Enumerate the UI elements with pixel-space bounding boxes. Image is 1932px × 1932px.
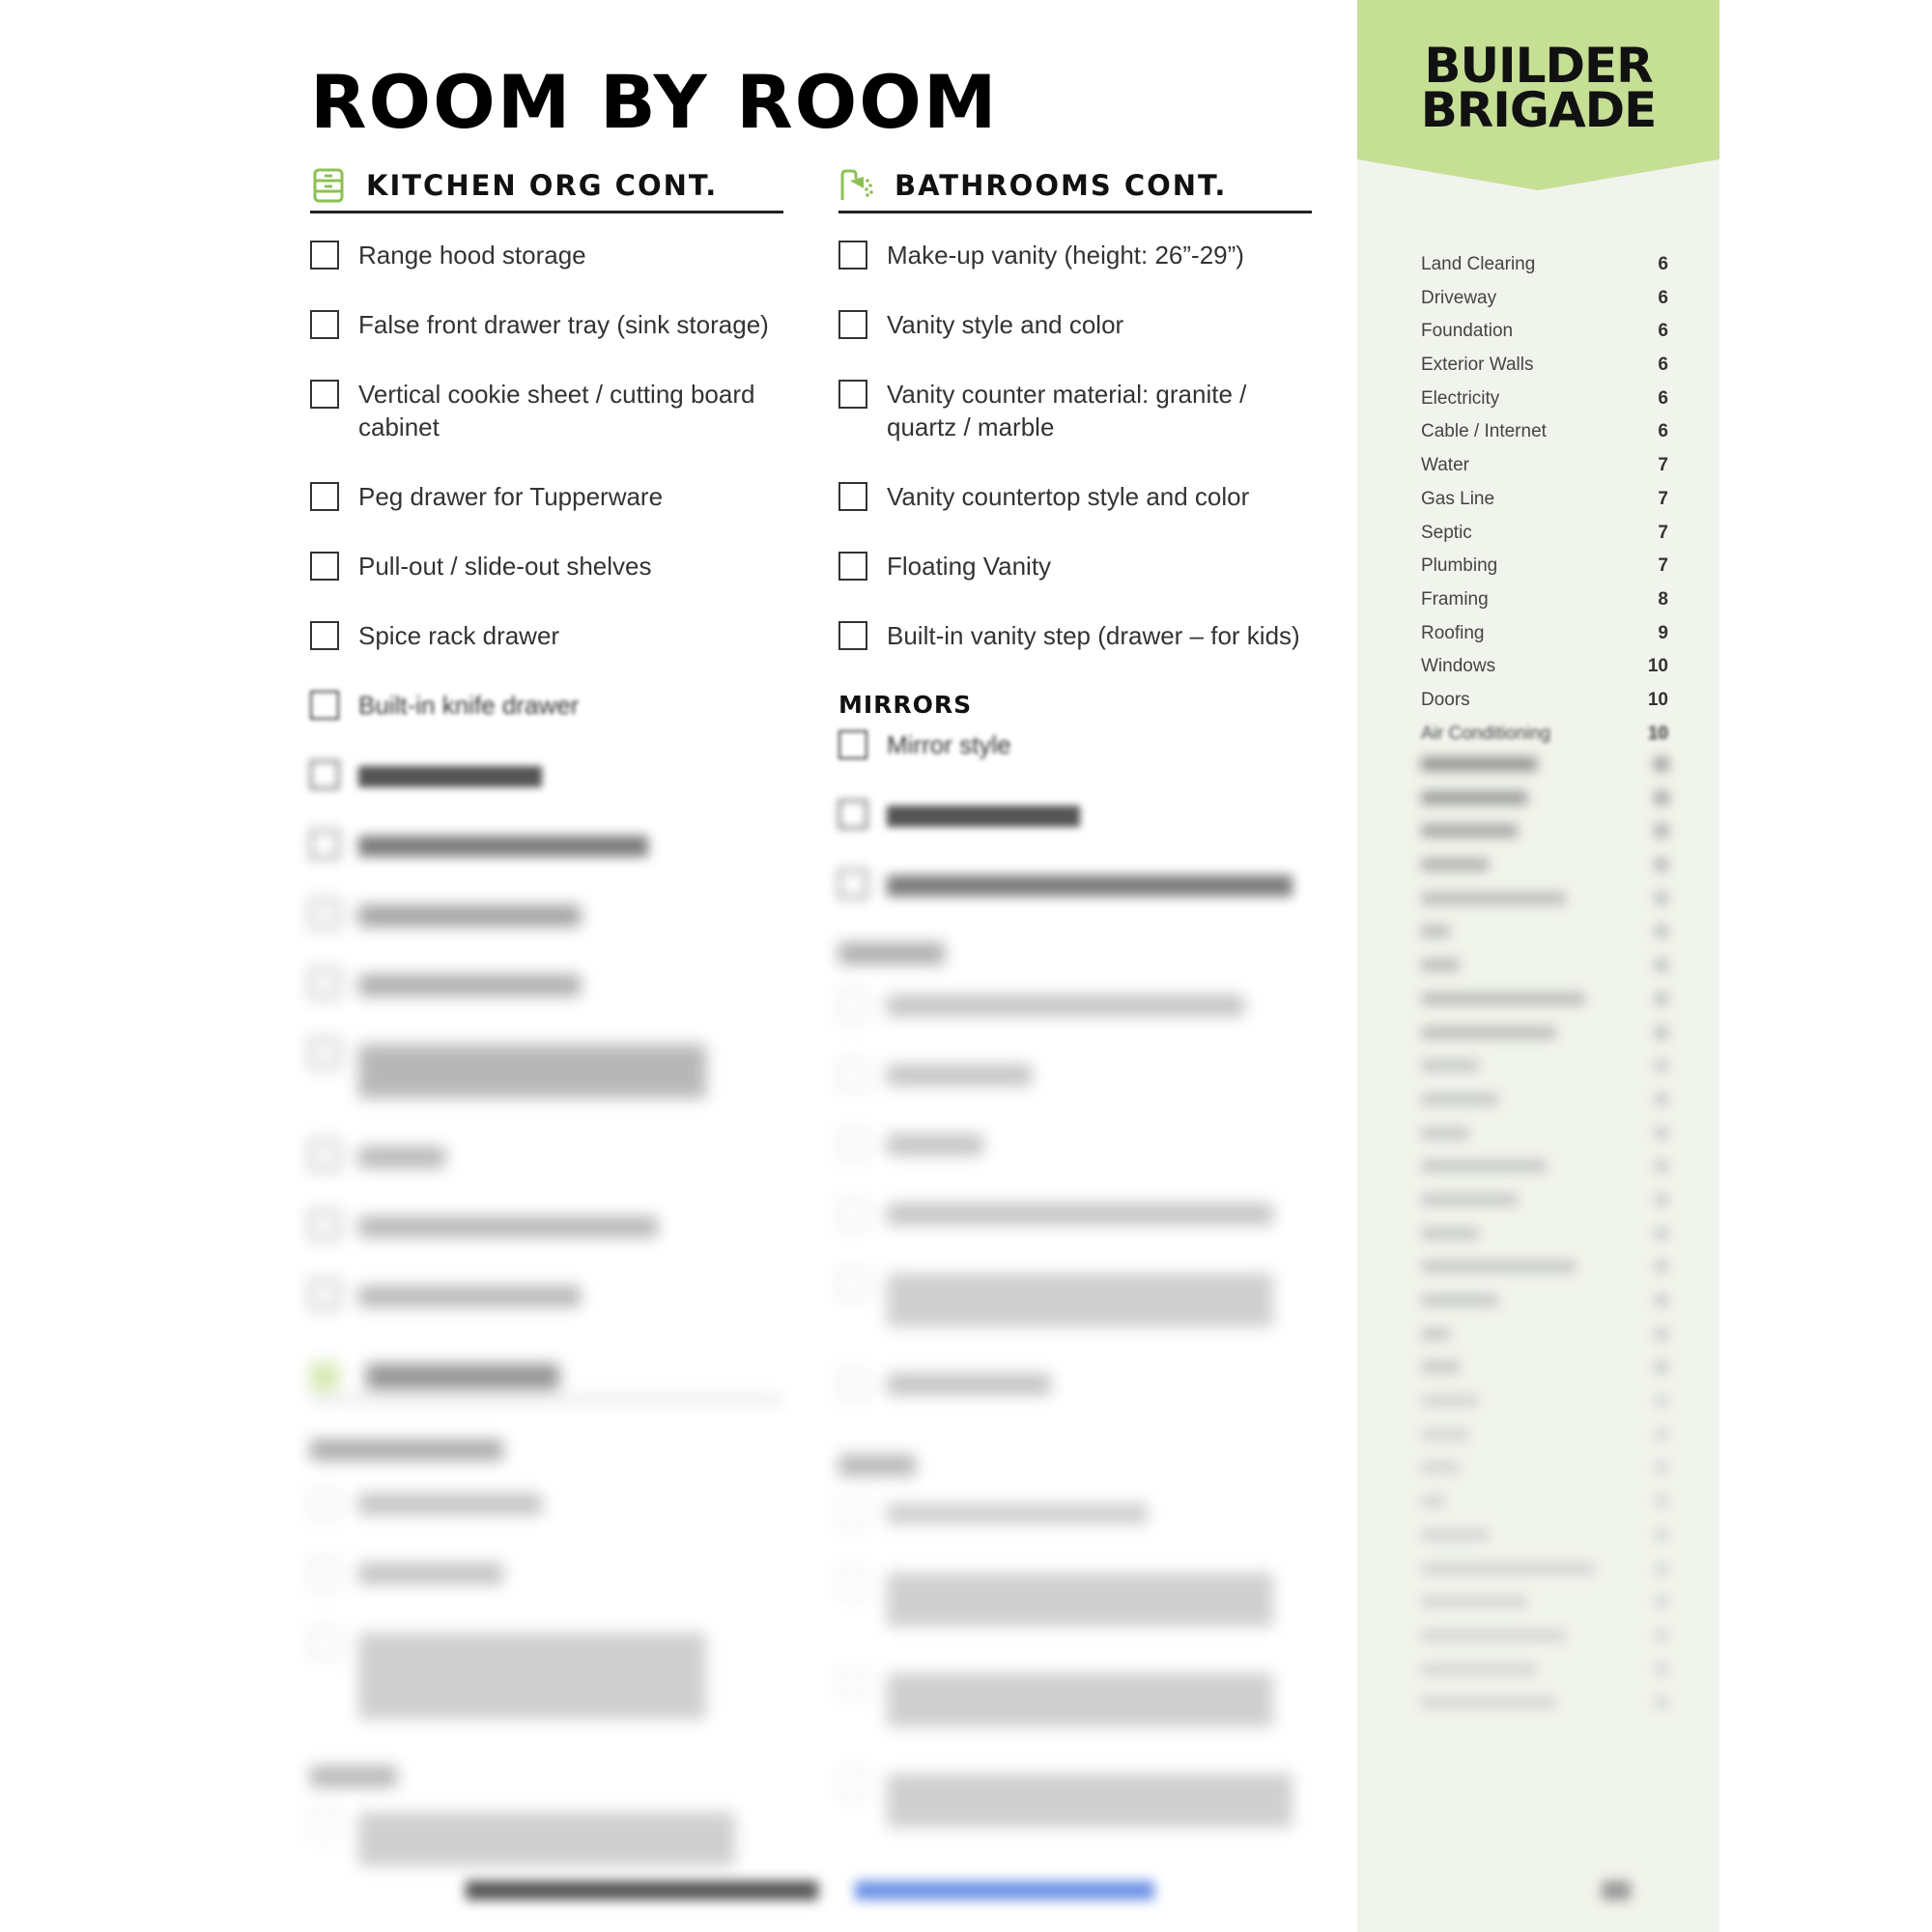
- blurred-toc-row: [1421, 1059, 1668, 1093]
- toc-item[interactable]: [1421, 555, 1668, 589]
- blurred-row: [838, 1368, 1312, 1437]
- list-item: [310, 308, 783, 366]
- toc-page: 7: [1658, 455, 1668, 476]
- blurred-label: [887, 806, 1080, 827]
- blurred-label: [887, 875, 1293, 896]
- item-label: Vanity counter material: granite / quartz / marble: [887, 380, 1247, 441]
- item-label: Make-up vanity (height: 26”-29”): [887, 241, 1244, 270]
- brand-logo: [1357, 38, 1719, 138]
- blurred-toc-row: [1421, 757, 1668, 791]
- blurred-label: [358, 1216, 658, 1237]
- checkbox[interactable]: [838, 800, 867, 829]
- item-label: Floating Vanity: [887, 552, 1052, 581]
- kitchen-checklist: [310, 239, 783, 1336]
- drawer-icon: [310, 167, 347, 204]
- toc-page: 8: [1658, 588, 1668, 610]
- blurred-toc-row: [1421, 1327, 1668, 1361]
- blurred-toc-row: [1421, 1528, 1668, 1562]
- list-item: [310, 239, 783, 297]
- checkbox[interactable]: [838, 730, 867, 759]
- blurred-toc-row: [1421, 1227, 1668, 1261]
- toc-item[interactable]: [1421, 656, 1668, 690]
- blurred-row: [838, 1128, 1312, 1198]
- list-item: [310, 619, 783, 677]
- list-item-blurred: [310, 1037, 783, 1127]
- blurred-row: [310, 1488, 783, 1557]
- blurred-toc-row: [1421, 1260, 1668, 1293]
- blurred-toc-row: [1421, 1629, 1668, 1662]
- toc-item[interactable]: [1421, 589, 1668, 623]
- list-item: [310, 378, 783, 469]
- mirrors-heading: MIRRORS: [838, 691, 973, 719]
- blurred-toc-row: [1421, 858, 1668, 892]
- blurred-subheading: [310, 1766, 397, 1787]
- blurred-toc-row: [1421, 1093, 1668, 1126]
- blurred-toc-row: [1421, 1293, 1668, 1327]
- toc-page: 6: [1658, 287, 1668, 308]
- toc-page: 9: [1658, 622, 1668, 643]
- checkbox[interactable]: [310, 830, 339, 859]
- page-number: [1602, 1881, 1631, 1900]
- mirrors-checklist: [838, 728, 1312, 925]
- list-item: [838, 308, 1312, 366]
- footer-link[interactable]: [855, 1881, 1154, 1900]
- sidebar: [1357, 0, 1719, 1932]
- bathrooms-checklist: [838, 239, 1312, 677]
- checkbox[interactable]: [310, 1210, 339, 1239]
- blurred-label: [358, 1286, 581, 1307]
- toc-label: Doors: [1421, 689, 1470, 710]
- checkbox[interactable]: [838, 482, 867, 511]
- blurred-toc-row: [1421, 958, 1668, 992]
- checkbox[interactable]: [310, 621, 339, 650]
- list-item-blurred: [310, 967, 783, 1025]
- list-item: [838, 619, 1312, 677]
- blurred-toc-row: [1421, 1461, 1668, 1494]
- toc-page: 7: [1658, 488, 1668, 509]
- blurred-subheading: [838, 943, 945, 964]
- list-item-blurred: [310, 897, 783, 955]
- toc-label: Electricity: [1421, 387, 1500, 409]
- toc-label: Water: [1421, 455, 1469, 476]
- toc-blurred-entries: [1421, 757, 1668, 1729]
- checkbox[interactable]: [838, 241, 867, 270]
- blurred-subheading: [838, 1455, 916, 1476]
- toc-label: Framing: [1421, 588, 1489, 610]
- list-item: [838, 378, 1312, 469]
- toc-page: 6: [1658, 254, 1668, 274]
- toc-label: Land Clearing: [1421, 254, 1536, 274]
- checkbox[interactable]: [310, 899, 339, 928]
- toc-label: Foundation: [1421, 321, 1514, 342]
- blurred-row: [838, 1768, 1312, 1868]
- kitchen-org-column: [310, 164, 783, 1876]
- toc-page: 6: [1658, 355, 1668, 376]
- item-label: Built-in knife drawer: [358, 691, 580, 720]
- list-item-blurred: [838, 867, 1312, 925]
- blurred-toc-row: [1421, 824, 1668, 858]
- item-label: Vanity style and color: [887, 310, 1124, 339]
- blurred-row: [838, 1667, 1312, 1768]
- blurred-section-title: [366, 1364, 559, 1389]
- kitchen-section-header: [310, 164, 783, 213]
- blurred-toc-row: [1421, 791, 1668, 825]
- blurred-label: [358, 1147, 445, 1168]
- blurred-toc-row: [1421, 924, 1668, 958]
- blurred-toc-row: [1421, 1159, 1668, 1193]
- blurred-label: [358, 905, 581, 926]
- list-item-blurred: [310, 1139, 783, 1197]
- bathrooms-column: [838, 164, 1312, 1868]
- toc-label: Gas Line: [1421, 488, 1495, 509]
- toc-item[interactable]: [1421, 421, 1668, 455]
- toc-item[interactable]: [1421, 489, 1668, 523]
- checkbox[interactable]: [838, 310, 867, 339]
- blurred-label: [358, 1044, 706, 1098]
- list-item: [838, 550, 1312, 608]
- item-label: Peg drawer for Tupperware: [358, 482, 664, 511]
- toc-item[interactable]: [1421, 724, 1668, 757]
- blurred-label: [358, 836, 648, 857]
- toc-label: Plumbing: [1421, 555, 1498, 577]
- list-item: [310, 550, 783, 608]
- list-item-blurred: [310, 758, 783, 816]
- blurred-row: [838, 989, 1312, 1059]
- toc-label: Exterior Walls: [1421, 355, 1534, 376]
- checkbox[interactable]: [310, 969, 339, 998]
- toc-page: 10: [1647, 656, 1668, 677]
- toc-label: Windows: [1421, 656, 1496, 677]
- item-label: Built-in vanity step (drawer – for kids): [887, 621, 1300, 650]
- blurred-row: [310, 1627, 783, 1752]
- list-item-blurred: [310, 828, 783, 886]
- toc-label: Air Conditioning: [1421, 723, 1551, 744]
- list-item: [838, 239, 1312, 297]
- blurred-toc-row: [1421, 1026, 1668, 1060]
- blurred-row: [310, 1806, 783, 1876]
- toc-item[interactable]: [1421, 355, 1668, 388]
- toc-item[interactable]: [1421, 455, 1668, 489]
- toc-page: 10: [1647, 689, 1668, 710]
- blurred-toc-row: [1421, 1126, 1668, 1160]
- item-label: Spice rack drawer: [358, 621, 560, 650]
- item-label: Mirror style: [887, 730, 1011, 759]
- blurred-label: [358, 975, 581, 996]
- blurred-row: [310, 1557, 783, 1627]
- blurred-toc-row: [1421, 992, 1668, 1026]
- toc-page: 7: [1658, 555, 1668, 577]
- checkbox[interactable]: [310, 1141, 339, 1170]
- item-label: False front drawer tray (sink storage): [358, 310, 769, 339]
- list-item: [838, 480, 1312, 538]
- toc-page: 7: [1658, 522, 1668, 543]
- bathrooms-section-header: [838, 164, 1312, 213]
- list-item-blurred: [310, 1208, 783, 1266]
- checkbox[interactable]: [838, 621, 867, 650]
- checkbox[interactable]: [310, 691, 339, 720]
- list-item: [838, 728, 1312, 786]
- blurred-row: [838, 1059, 1312, 1128]
- toc-item[interactable]: [1421, 388, 1668, 422]
- item-label: Vertical cookie sheet / cutting board cabinet: [358, 380, 755, 441]
- toc-item[interactable]: [1421, 523, 1668, 556]
- item-label: Range hood storage: [358, 241, 586, 270]
- checkbox[interactable]: [838, 552, 867, 581]
- toc-item[interactable]: [1421, 690, 1668, 724]
- brand-line-1: BUILDER: [1424, 38, 1653, 94]
- blurred-row: [838, 1497, 1312, 1567]
- toc-page: 6: [1658, 387, 1668, 409]
- blurred-toc-row: [1421, 1394, 1668, 1428]
- blurred-toc-row: [1421, 892, 1668, 925]
- toc-page: 10: [1647, 723, 1668, 744]
- item-label: Pull-out / slide-out shelves: [358, 552, 652, 581]
- checkbox[interactable]: [310, 1038, 339, 1067]
- toc-label: Roofing: [1421, 622, 1485, 643]
- list-item-blurred: [310, 1278, 783, 1336]
- blurred-toc-row: [1421, 1428, 1668, 1462]
- blurred-toc-row: [1421, 1662, 1668, 1696]
- checkbox[interactable]: [310, 380, 339, 409]
- toc-item[interactable]: [1421, 623, 1668, 657]
- blurred-toc-row: [1421, 1595, 1668, 1629]
- toc-label: Cable / Internet: [1421, 421, 1547, 442]
- checkbox[interactable]: [310, 760, 339, 789]
- blurred-subheading: [310, 1439, 503, 1461]
- item-label: Vanity countertop style and color: [887, 482, 1250, 511]
- footer-copyright: [466, 1881, 818, 1900]
- toc-label: Septic: [1421, 522, 1472, 543]
- checkbox[interactable]: [310, 482, 339, 511]
- blurred-row: [838, 1567, 1312, 1667]
- bathrooms-section-title: BATHROOMS CONT.: [895, 169, 1228, 202]
- blurred-rows: [310, 1488, 783, 1876]
- checkbox[interactable]: [310, 1280, 339, 1309]
- list-item: [310, 689, 783, 747]
- blurred-row: [838, 1198, 1312, 1267]
- list-item-blurred: [838, 798, 1312, 856]
- blurred-toc-row: [1421, 1695, 1668, 1729]
- table-of-contents: [1421, 254, 1668, 756]
- list-item: [310, 480, 783, 538]
- blurred-section-icon: [310, 1362, 339, 1391]
- toc-item[interactable]: [1421, 288, 1668, 322]
- blurred-toc-row: [1421, 1562, 1668, 1596]
- page-title: ROOM BY ROOM: [310, 59, 999, 145]
- blurred-toc-row: [1421, 1360, 1668, 1394]
- checkbox[interactable]: [310, 310, 339, 339]
- toc-page: 6: [1658, 321, 1668, 342]
- toc-item[interactable]: [1421, 254, 1668, 288]
- toc-item[interactable]: [1421, 321, 1668, 355]
- blurred-row: [838, 1267, 1312, 1368]
- shower-icon: [838, 167, 875, 204]
- checkbox[interactable]: [838, 380, 867, 409]
- checkbox[interactable]: [310, 552, 339, 581]
- blurred-section-header: [310, 1355, 783, 1401]
- blurred-toc-row: [1421, 1193, 1668, 1227]
- blurred-rows: [838, 989, 1312, 1868]
- blurred-toc-row: [1421, 1494, 1668, 1528]
- brand-line-2: BRIGADE: [1420, 82, 1657, 138]
- checkbox[interactable]: [310, 241, 339, 270]
- blurred-label: [358, 766, 542, 787]
- toc-label: Driveway: [1421, 287, 1497, 308]
- toc-page: 6: [1658, 421, 1668, 442]
- checkbox[interactable]: [838, 869, 867, 898]
- kitchen-section-title: KITCHEN ORG CONT.: [366, 169, 719, 202]
